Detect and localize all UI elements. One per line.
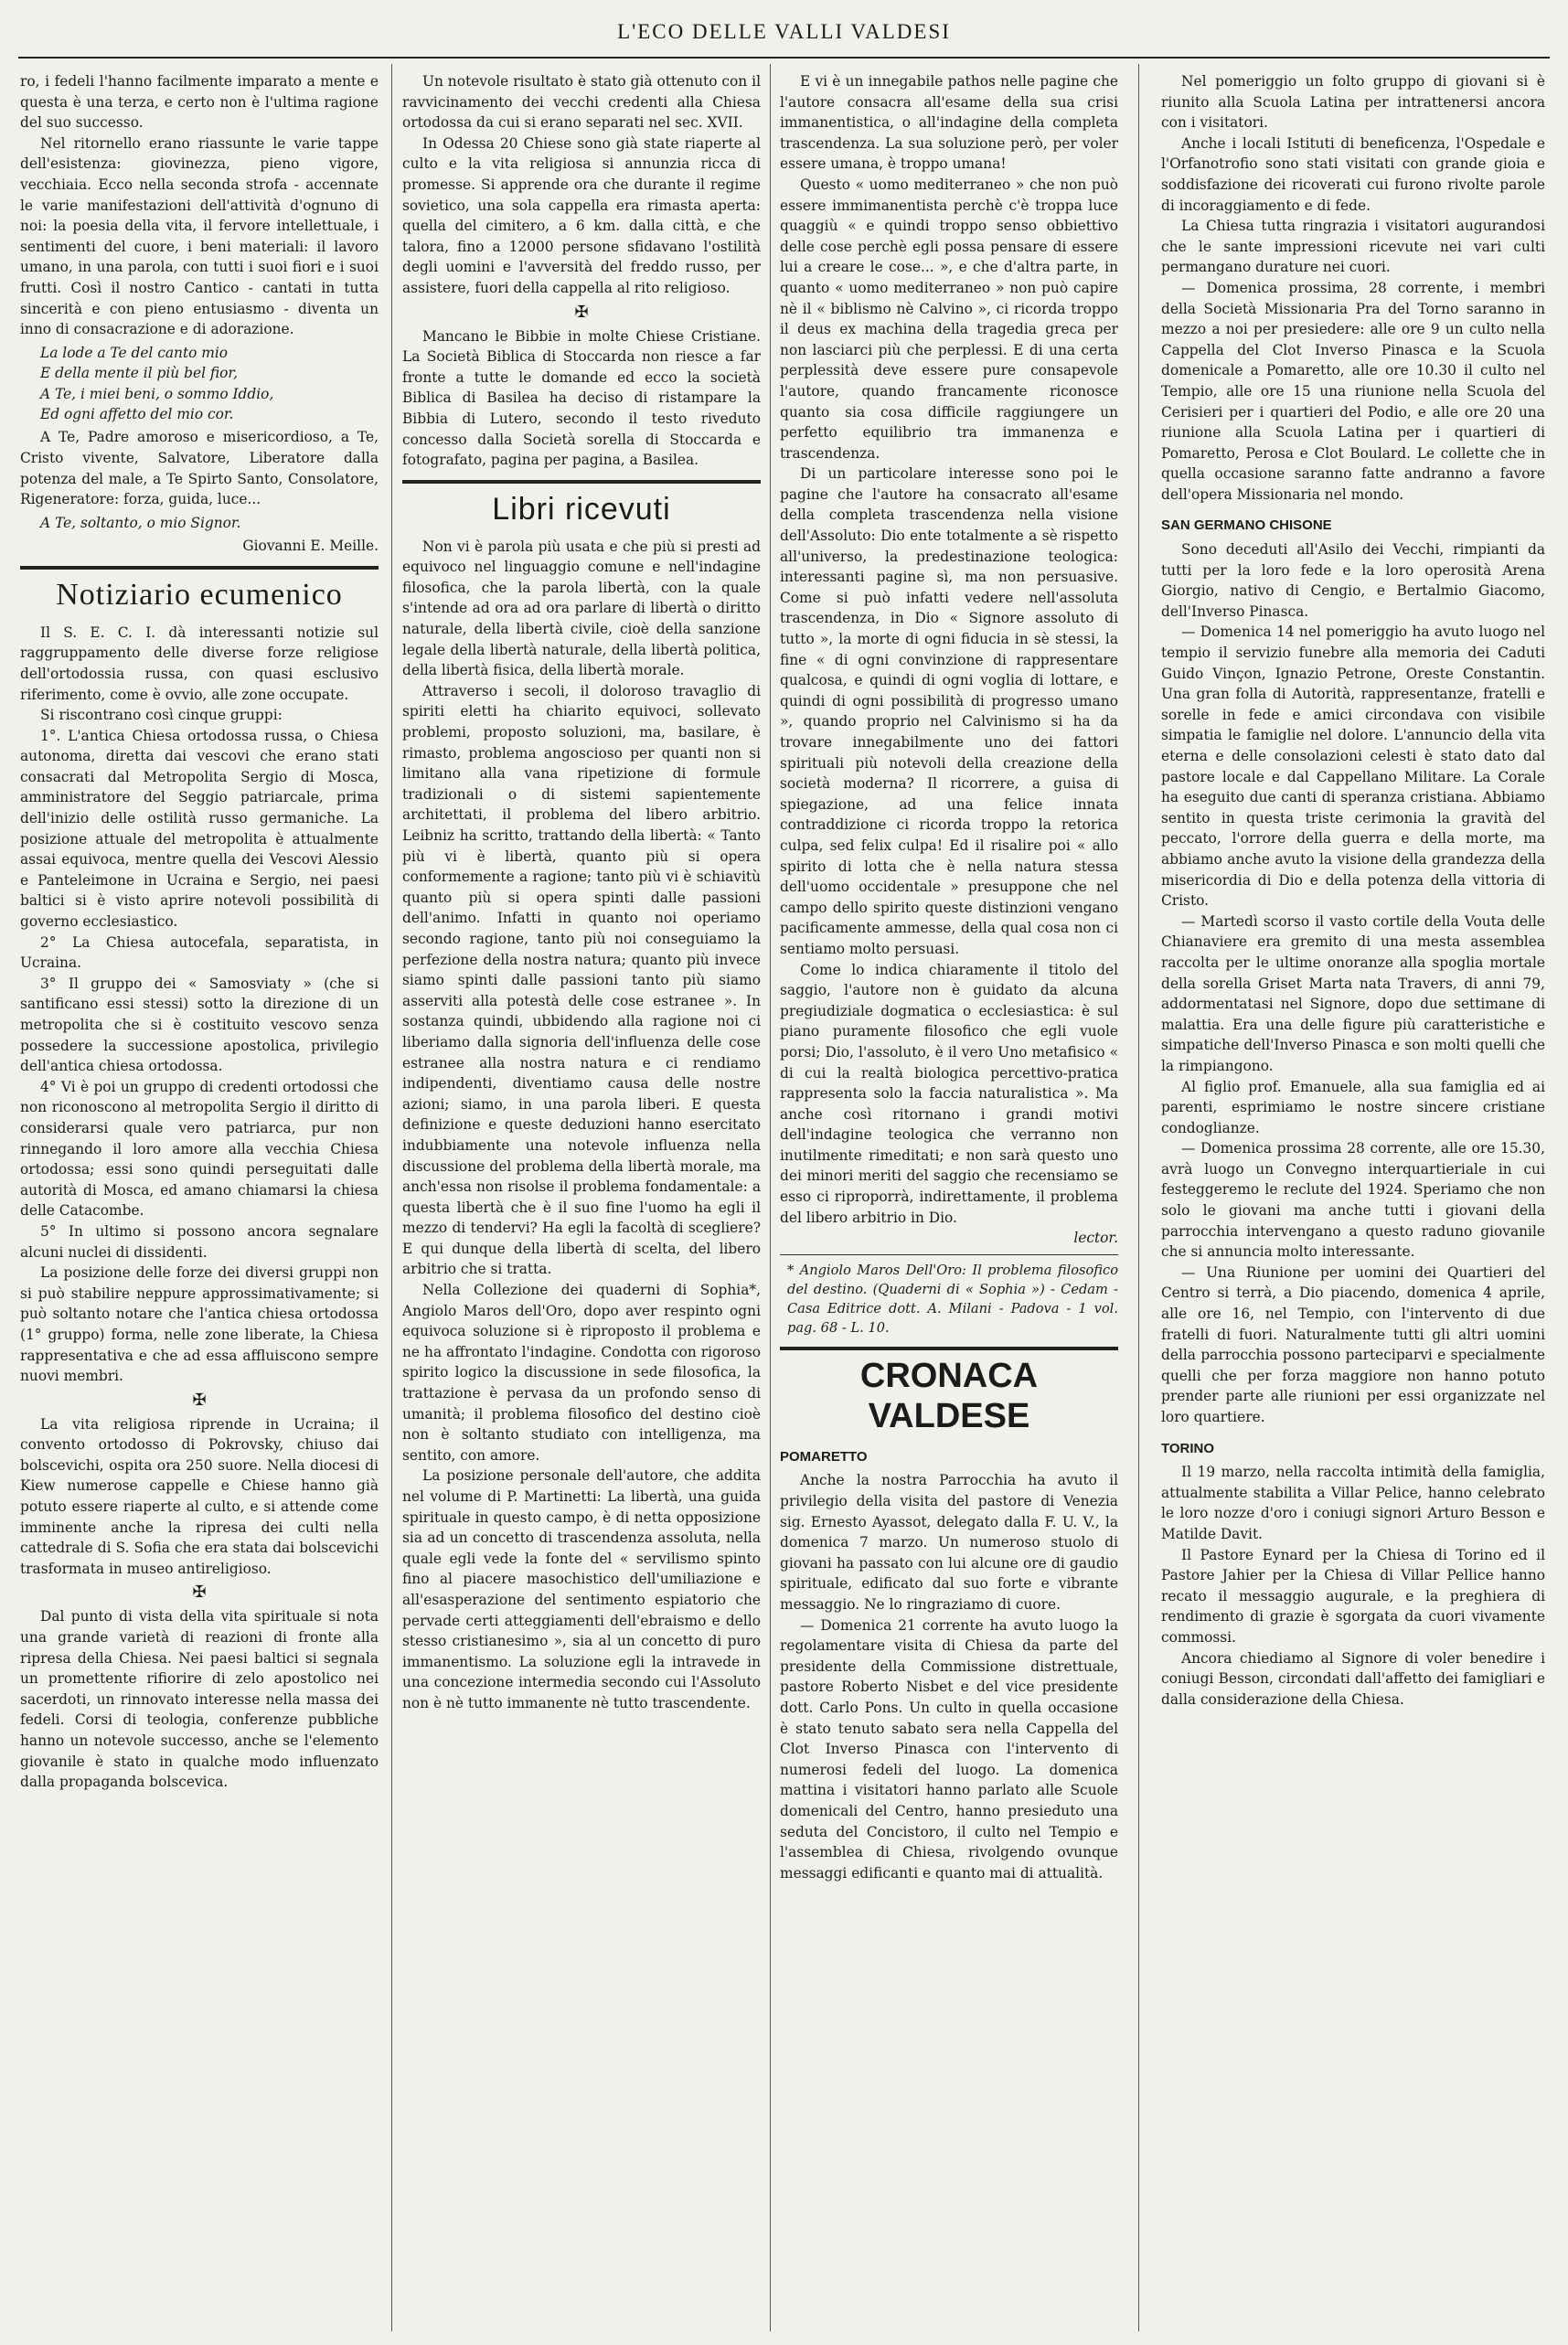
hymn-verse <box>40 513 379 533</box>
paragraph: Si riscontrano così cinque gruppi: <box>40 707 283 724</box>
paragraph: Questo « uomo mediterraneo » che non può essere immimanentista perchè c'è troppa luce quaggiù « e quindi troppo senso obbiettivo delle cose perchè egli possa pensare di essere lui a creare le cose... », e che d'altra parte, in quanto « uomo mediterraneo » non può capire nè il « biblismo nè Calvino », ci ricorda troppo il deus ex machina della tragedia greca per non lasciarci più che perplessi. E di una certa perplessità deve essere pure consapevole l'autore, quando francamente riconosce quanto sia cosa difficile raggiungere un perfetto equilibrio tra immanenza e trascendenza. <box>780 176 1118 462</box>
paragraph: Il 19 marzo, nella raccolta intimità della famiglia, attualmente stabilita a Villar Pelice, hanno celebrato le loro nozze d'oro i coniugi signori Arturo Besson e Matilde Davit. <box>1161 1464 1545 1542</box>
paragraph: Nel ritornello erano riassunte le varie tappe dell'esistenza: giovinezza, pieno vigore, vecchiaia. Ecco nella seconda strofa - accennate le varie manifestazioni dell'attività d'ognuno di noi: la poesia della vita, il fervore intellettuale, i sentimenti del cuore, i beni materiali: il lavoro umano, in una parola, con tutti i suoi fiori e i suoi frutti. Così il nostro Cantico - cantati in tutta sincerità e con pieno entusiasmo - diventa un inno di consacrazione e di adorazione. <box>20 134 379 338</box>
paragraph: Attraverso i secoli, il doloroso travaglio di spiriti eletti ha chiarito equivoci, sollevato problemi, proposto soluzioni, ma, basilare, è rimasto, problema angoscioso per quanti non si limitano alla vana ripetizione di formule tradizionali o di sistemi sapientemente architettati, il problema del libero arbitrio. Leibniz ha scritto, trattando della libertà: « Tanto più vi è libertà, quanto più si opera conformemente a ragione; tanto più vi è schiavitù quanto più si opera spinti dalle passioni dell'animo. Infatti in quanto noi operiamo secondo ragione, tanto più noi conseguiamo la perfezione della nostra natura; quanto più invece siamo spinti dalle passioni tanto più siamo asserviti alla potestà delle cose estranee ». In sostanza quindi, ubbidendo alla ragione noi ci liberiamo dalla signoria dell'influenza delle cose estranee alla nostra natura e ci rendiamo indipendenti, diventiamo causa delle nostre azioni; siamo, in una parola liberi. E questa definizione e queste deduzioni hanno esercitato indubbiamente una notevole influenza nella discussione del problema della libertà morale, ma anch'essa non risolse il problema fondamentale: a questa libertà che è il suo fine l'uomo ha egli il mezzo di tendervi? Ha egli la facoltà di scegliere? E qui dunque della libertà di scelta, del libero arbitrio che si tratta. <box>402 682 761 1278</box>
column-2 <box>402 71 761 2329</box>
signature: lector. <box>1073 1230 1118 1247</box>
verse-line: Ed ogni affetto del mio cor. <box>40 405 234 422</box>
column-divider <box>1138 64 1139 2331</box>
paragraph: 1°. L'antica Chiesa ortodossa russa, o Chiesa autonoma, diretta dai vescovi che erano stati consacrati dal Metropolita Sergio di Mosca, amministratore del Seggio patriarcale, prima dell'inizio delle ostilità russo germaniche. La posizione attuale del metropolita è attualmente assai equivoca, mentre quella dei Vescovi Alessio e Panteleimone in Ucraina e Sergio, nei paesi baltici si è visto aprire notevoli possibilità di governo ecclesiastico. <box>20 727 379 931</box>
paragraph: Non vi è parola più usata e che più si presti ad equivoco nel linguaggio comune e nell'indagine filosofica, che la parola libertà, con la quale s'intende ad ora ad ora parlare di libertà o diritto naturale, della libertà civile, cioè della sanzione legale della libertà naturale, della libertà politica, della libertà fisica, della libertà morale. <box>402 538 761 679</box>
section-rule <box>780 1347 1118 1350</box>
paragraph: La posizione delle forze dei diversi gruppi non si può stabilire neppure approssimativamente; si può soltanto notare che l'antica chiesa ortodossa (1° gruppo) forma, nelle zone liberate, la Chiesa rappresentativa e che ad essa affluiscono sempre nuovi membri. <box>20 1264 379 1385</box>
paragraph: — Una Riunione per uomini dei Quartieri del Centro si terrà, a Dio piacendo, domenica 4 aprile, alle ore 16, nel Tempio, con l'intervento di due fratelli di fuori. Naturalmente tutti gli altri uomini della parrocchia possono parteciparvi e specialmente quelli che per forza maggiore non hanno potuto prender parte alle riunioni per essi organizzate nel loro quartiere. <box>1161 1263 1545 1425</box>
verse-line: La lode a Te del canto mio <box>40 344 229 361</box>
paragraph: Sono deceduti all'Asilo dei Vecchi, rimpianti da tutti per la loro fede e la loro operosità Arena Giorgio, nativo di Cengio, e Bertalmio Giacomo, dell'Inverso Pinasca. <box>1161 541 1545 620</box>
column-1 <box>20 71 379 2329</box>
paragraph: Dal punto di vista della vita spirituale si nota una grande varietà di reazioni di fronte alla ripresa della Chiesa. Nei paesi baltici si segnala un promettente rifiorire di zelo apostolico nei sacerdoti, un rinnovato interesse nella massa dei fedeli. Corsi di teologia, conferenze pubbliche hanno un notevole successo, anche se l'elemento giovanile è stato in qualche modo influenzato dalla propaganda bolscevica. <box>20 1608 379 1791</box>
column-4 <box>1161 71 1545 2329</box>
paragraph: 2° La Chiesa autocefala, separatista, in Ucraina. <box>20 933 379 972</box>
section-title: Libri ricevuti <box>492 491 671 527</box>
cross-separator: ✠ <box>574 302 589 322</box>
paragraph: Nel pomeriggio un folto gruppo di giovani si è riunito alla Scuola Latina per intrattenersi ancora con i visitatori. <box>1161 73 1545 132</box>
paragraph: In Odessa 20 Chiese sono già state riaperte al culto e la vita religiosa si annunzia ricca di promesse. Si apprende ora che durante il regime sovietico, una sola cappella era rimasta aperta: quella del cimitero, a 6 km. dalla città, e che talora, fino a 12000 persone sfidavano l'ostilità degli uomini e l'avversità del freddo russo, per assistere, fuori della cappella al rito religioso. <box>402 134 761 296</box>
hymn-verse <box>40 343 379 425</box>
paragraph: — Domenica prossima, 28 corrente, i membri della Società Missionaria Pra del Torno saranno in mezzo a noi per presiedere: alle ore 9 un culto nella Cappella del Clot Inverso Pinasca e la Scuola domenicale a Pomaretto, alle ore 10.30 il culto nel Tempio, alle ore 15 una riunione nella Scuola del Cerisieri per i quartieri del Podio, e alle ore 20 una riunione alla Scuola Latina per i quartieri di Pomaretto, Perosa e Clot Boulard. Le collette che in quella occasione saranno fatte andranno a favore dell'opera Missionaria nel mondo. <box>1161 279 1545 503</box>
column-divider <box>391 64 392 2331</box>
paragraph: Anche la nostra Parrocchia ha avuto il privilegio della visita del pastore di Venezia sig. Ernesto Ayassot, delegato dalla F. U. V., la domenica 7 marzo. Un numeroso stuolo di giovani ha passato con lui alcune ore di gaudio spirituale, edificato dal suo forte e vibrante messaggio. Ne lo ringraziamo di cuore. <box>780 1472 1118 1613</box>
verse-line: A Te, i miei beni, o sommo Iddio, <box>40 385 274 402</box>
paragraph: Di un particolare interesse sono poi le pagine che l'autore ha consacrato all'esame della completa trascendenza nella visione dell'Assoluto: Dio ente totalmente a sè rispetto all'universo, la predestinazione teologica: interessanti pagine sì, ma non persuasive. Come si può infatti vedere nell'assoluta trascendenza, in Dio « Signore assoluto di tutto », la morte di ogni fiducia in sè stessi, la fine « di ogni convinzione di rappresentare qualcosa, e quindi di ogni voglia di lottare, e quindi di ogni possibilità di progresso umano », quando proprio nel Calvinismo si ha da trovare innegabilmente uno dei fattori spirituali più notevoli della creazione della società moderna? Il ricorrere, a guisa di spiegazione, ad una felice innata contraddizione ci ricorda troppo la retorica culpa, sed felix culpa! Ed il risalire poi « allo spirito di lotta che è nella natura stessa dell'uomo occidentale » presuppone che nel campo dello spirito queste distinzioni vengano pacificamente ammesse, della qual cosa non ci sentiamo molto persuasi. <box>780 465 1118 957</box>
signature: Giovanni E. Meille. <box>242 538 379 555</box>
verse-line: E della mente il più bel fior, <box>40 365 238 382</box>
paragraph: La Chiesa tutta ringrazia i visitatori augurandosi che le sante impressioni ricevute nei vari culti permangano durature nei cuori. <box>1161 218 1545 276</box>
paragraph: — Domenica 21 corrente ha avuto luogo la regolamentare visita di Chiesa da parte del presidente della Commissione distrettuale, pastore Roberto Nisbet e del vice presidente dott. Carlo Pons. Un culto in quella occasione è stato tenuto sabato sera nella Cappella del Clot Inverso Pinasca con l'intervento di numerosi fedeli del luogo. La domenica mattina i visitatori hanno parlato alle Scuole domenicali del Centro, hanno presieduto una seduta del Concistoro, il culto nel Tempio e l'assemblea di Chiesa, rivolgendo ovunque messaggi edificanti e quanto mai di attualità. <box>780 1616 1118 1881</box>
paragraph: 3° Il gruppo dei « Samosviaty » (che si santificano essi stessi) sotto la direzione di un metropolita che si è costituito vescovo senza possedere la successione apostolica, privilegio dell'antica chiesa ortodossa. <box>20 975 379 1075</box>
location-heading: POMARETTO <box>780 1448 868 1465</box>
paragraph: ro, i fedeli l'hanno facilmente imparato a mente e questa è una terza, e certo non è l'ultima ragione del suo successo. <box>20 73 379 132</box>
paragraph: Un notevole risultato è stato già ottenuto con il ravvicinamento dei vecchi credenti alla Chiesa ortodossa da cui si erano separati nel sec. XVII. <box>402 73 761 132</box>
paragraph: Il S. E. C. I. dà interessanti notizie sul raggruppamento delle diverse forze religiose dell'ortodossia russa, con quasi esclusivo riferimento, come è ovvio, alle zone occupate. <box>20 624 379 703</box>
paragraph: 4° Vi è poi un gruppo di credenti ortodossi che non riconoscono al metropolita Sergio il diritto di considerarsi quale vero patriarca, pur non rinnegando il loro amore alla vecchia Chiesa ortodossa; essi sono quindi perseguitati dalle autorità di Mosca, ed amano chiamarsi la chiesa delle Catacombe. <box>20 1078 379 1220</box>
paragraph: Come lo indica chiaramente il titolo del saggio, l'autore non è guidato da alcuna pregiudiziale dogmatica o ecclesiastica: è sul piano puramente filosofico che egli vuole porsi; Dio, l'assoluto, è il vero Uno metafisico « di cui la realtà biologica percettivo-pratica rappresenta solo la faccia naturalistica ». Ma anche così ritornano i grandi motivi dell'indagine teologica che verranno non inutilmente rimeditati; e non sarà questo uno dei minori meriti del saggio che recensiamo se esso ci riproporrà, indirettamente, il problema del libero arbitrio in Dio. <box>780 961 1118 1226</box>
paragraph: A Te, Padre amoroso e misericordioso, a Te, Cristo vivente, Salvatore, Liberatore dalla potenza del male, a Te Spirto Santo, Consolatore, Rigeneratore: forza, guida, luce... <box>20 429 379 508</box>
footnote-rule <box>780 1254 1118 1255</box>
verse-line: A Te, soltanto, o mio Signor. <box>40 514 241 531</box>
section-rule <box>20 566 379 570</box>
paragraph: La vita religiosa riprende in Ucraina; il convento ortodosso di Pokrovsky, chiuso dai bolscevichi, ospita ora 250 suore. Nella diocesi di Kiew numerose cappelle e Chiese hanno già potuto essere riaperte al culto, e si attende come imminente anche la ripresa dei culti nella cattedrale di S. Sofia che era stata dai bolscevichi trasformata in museo antireligioso. <box>20 1415 379 1577</box>
masthead-rule <box>18 57 1550 59</box>
cross-separator: ✠ <box>192 1390 207 1410</box>
column-divider <box>770 64 771 2331</box>
paragraph: 5° In ultimo si possono ancora segnalare alcuni nuclei di dissidenti. <box>20 1222 379 1261</box>
paragraph: Al figlio prof. Emanuele, alla sua famiglia ed ai parenti, esprimiamo le nostre sincere cristiane condoglianze. <box>1161 1078 1545 1136</box>
paragraph: Nella Collezione dei quaderni di Sophia*, Angiolo Maros dell'Oro, dopo aver respinto ogni equivoca soluzione si è riproposto il problema e ne ha affrontato l'indagine. Condotta con rigoroso spirito logico la discussione in sede filosofica, la trattazione è pervasa da un profondo senso di umanità; il problema filosofico del destino cioè non è soltanto studiato con intelligenza, ma sentito, con amore. <box>402 1282 761 1464</box>
section-title: Notiziario ecumenico <box>56 577 343 612</box>
paragraph: — Domenica 14 nel pomeriggio ha avuto luogo nel tempio il servizio funebre alla memoria dei Caduti Guido Vinçon, Ignazio Petrone, Oreste Constantin. Una gran folla di Autorità, rappresentanze, fratelli e sorelle in fede e amici circondava con visibile simpatia le famiglie nel dolore. L'annuncio della vita eterna e delle consolazioni celesti è stato dato dal pastore locale e dal Cappellano Militare. La Corale ha eseguito due canti di speranza cristiana. Abbiamo sentito in questa triste cerimonia la gravità del peccato, l'orrore della guerra e della morte, ma abbiamo anche avuto la visione della grandezza della misericordia di Dio e della potenza della vittoria di Cristo. <box>1161 624 1545 910</box>
paragraph: Ancora chiediamo al Signore di voler benedire i coniugi Besson, circondati dall'affetto dei famigliari e dalla considerazione della Chiesa. <box>1161 1649 1545 1708</box>
section-title: CRONACA VALDESE <box>859 1356 1039 1435</box>
location-heading: TORINO <box>1161 1440 1215 1456</box>
paragraph: La posizione personale dell'autore, che addita nel volume di P. Martinetti: La libertà, una guida spirituale in questo campo, è di netta opposizione sia ad un concetto di trascendenza assoluta, nella quale egli vede la fonte del « servilismo spinto fino al piacere masochistico dell'umiliazione e all'esasperazione del sentimento espiatorio che pervade certi atteggiamenti dell'ebraismo e dello stesso cristianesimo », sia al un concetto di puro immanentismo. La soluzione egli la intravede in una concezione intermedia secondo cui l'Assoluto non è nè tutto immanente nè tutto trascendente. <box>402 1467 761 1711</box>
paragraph: Mancano le Bibbie in molte Chiese Cristiane. La Società Biblica di Stoccarda non riesce a far fronte a tutte le domande ed ecco la società Biblica di Basilea ha deciso di ristampare la Bibbia di Lutero, secondo il testo riveduto concesso dalla Società sorella di Stoccarda e fotografato, pagina per pagina, a Basilea. <box>402 327 761 469</box>
footnote: * Angiolo Maros Dell'Oro: Il problema filosofico del destino. (Quaderni di « Sophia ») - Cedam - Casa Editrice dott. A. Milani - Padova - 1 vol. pag. 68 - L. 10. <box>787 1262 1118 1336</box>
location-heading: SAN GERMANO CHISONE <box>1161 517 1332 534</box>
paragraph: Il Pastore Eynard per la Chiesa di Torino ed il Pastore Jahier per la Chiesa di Villar Pellice hanno recato il messaggio augurale, e la preghiera di rendimento di grazie è sgorgata da cuori vivamente commossi. <box>1161 1546 1545 1646</box>
paragraph: — Domenica prossima 28 corrente, alle ore 15.30, avrà luogo un Convegno interquartieriale in cui festeggeremo le reclute del 1924. Speriamo che non solo le giovani ma anche tutti i giovani della parrocchia intervengano a questo raduno giovanile che si annuncia molto interessante. <box>1161 1140 1545 1261</box>
masthead: L'ECO DELLE VALLI VALDESI <box>617 20 951 43</box>
cross-separator: ✠ <box>192 1583 207 1603</box>
paragraph: Anche i locali Istituti di beneficenza, l'Ospedale e l'Orfanotrofio sono stati visitati con grande gioia e soddisfazione dei ricoverati cui furono rivolte parole di incoraggiamento e di fede. <box>1161 134 1545 214</box>
paragraph: E vi è un innegabile pathos nelle pagine che l'autore consacra all'esame della sua crisi immanentistica, o all'indagine della completa trascendenza. La sua soluzione però, per voler essere umana, è troppo umana! <box>780 73 1118 173</box>
section-rule <box>402 480 761 484</box>
paragraph: — Martedì scorso il vasto cortile della Vouta delle Chianaviere era gremito di una mesta assemblea raccolta per le ultime onoranze alla spoglia mortale della sorella Griset Marta nata Travers, di anni 79, addormentatasi nel Signore, dopo due settimane di malattia. Era una delle figure più caratteristiche e simpatiche dell'Inverso Pinasca e son molti quelli che la rimpiangono. <box>1161 912 1545 1074</box>
column-3 <box>780 71 1118 2329</box>
